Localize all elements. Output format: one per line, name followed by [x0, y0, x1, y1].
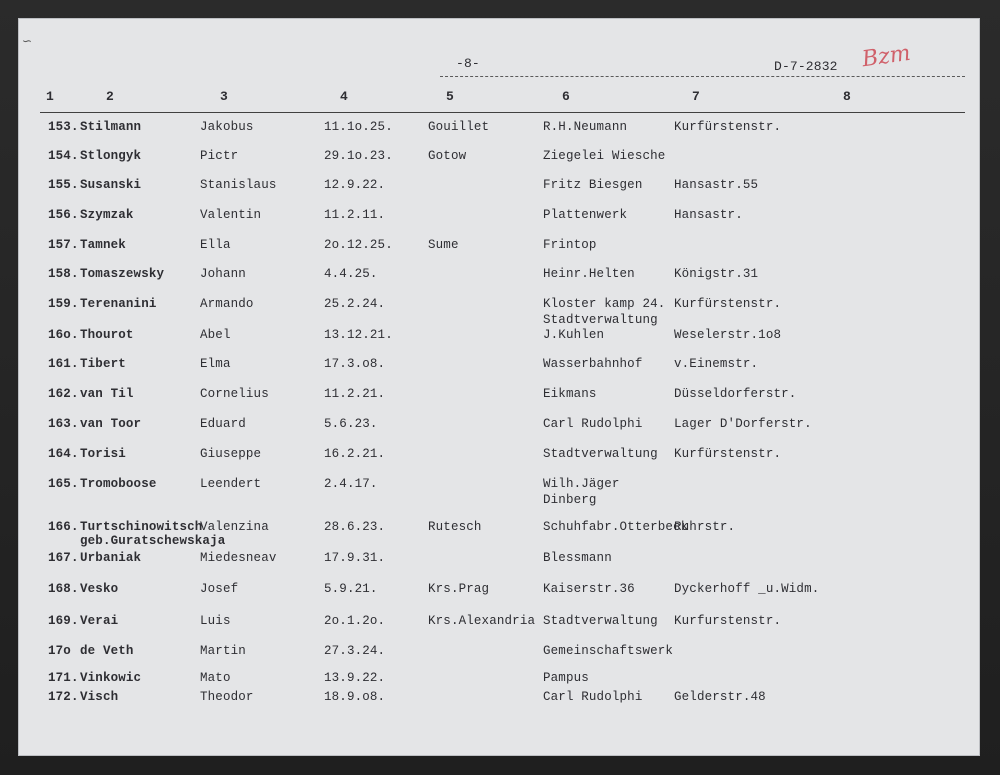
column-number: 7	[692, 89, 700, 104]
employer-cell: Eikmans	[543, 387, 597, 401]
column-number: 4	[340, 89, 348, 104]
row-number: 158.	[48, 267, 79, 281]
forename-cell: Elma	[200, 357, 231, 371]
surname-cell: Thourot	[80, 328, 134, 342]
forename-cell: Giuseppe	[200, 447, 262, 461]
birth-date-cell: 13.12.21.	[324, 328, 393, 342]
forename-cell: Abel	[200, 328, 231, 342]
birth-date-cell: 5.9.21.	[324, 582, 378, 596]
employer-cell: Wilh.Jäger	[543, 477, 620, 491]
forename-cell: Miedesneav	[200, 551, 277, 565]
forename-cell: Leendert	[200, 477, 262, 491]
column-number: 1	[46, 89, 54, 104]
employer-cell: Blessmann	[543, 551, 612, 565]
employer-cell: Heinr.Helten	[543, 267, 635, 281]
row-number: 172.	[48, 690, 79, 704]
employer-cell: Stadtverwaltung	[543, 614, 658, 628]
document-sheet	[18, 18, 980, 756]
address-cell: Kurfürstenstr.	[674, 447, 782, 461]
birth-date-cell: 29.1o.23.	[324, 149, 393, 163]
row-number: 154.	[48, 149, 79, 163]
birthplace-cell: Rutesch	[428, 520, 482, 534]
column-number: 5	[446, 89, 454, 104]
employer-cell: Gemeinschaftswerk	[543, 644, 674, 658]
surname-cell: Tromoboose	[80, 477, 157, 491]
birth-date-cell: 5.6.23.	[324, 417, 378, 431]
forename-cell: Theodor	[200, 690, 254, 704]
birthplace-cell: Gouillet	[428, 120, 490, 134]
address-cell: Hansastr.	[674, 208, 743, 222]
column-number: 6	[562, 89, 570, 104]
employer-cell: J.Kuhlen	[543, 328, 605, 342]
forename-cell: Ella	[200, 238, 231, 252]
employer-extra-cell: Stadtverwaltung	[543, 313, 658, 327]
document-reference: D-7-2832	[774, 59, 838, 74]
birth-date-cell: 2o.1.2o.	[324, 614, 386, 628]
birth-date-cell: 11.2.21.	[324, 387, 386, 401]
employer-cell: Wasserbahnhof	[543, 357, 643, 371]
row-number: 16o.	[48, 328, 79, 342]
header-dash-rule	[440, 76, 965, 77]
birth-date-cell: 11.1o.25.	[324, 120, 393, 134]
surname-cell: Turtschinowitsch	[80, 520, 203, 534]
surname-cell: Visch	[80, 690, 119, 704]
address-cell: Gelderstr.48	[674, 690, 766, 704]
row-number: 162.	[48, 387, 79, 401]
handwritten-signature: Bzm	[860, 40, 913, 73]
surname-cell: Tamnek	[80, 238, 126, 252]
address-cell: Kurfürstenstr.	[674, 297, 782, 311]
birth-date-cell: 17.9.31.	[324, 551, 386, 565]
address-cell: Düsseldorferstr.	[674, 387, 797, 401]
surname-cell: van Toor	[80, 417, 142, 431]
surname-cell: Stlongyk	[80, 149, 142, 163]
employer-cell: Frintop	[543, 238, 597, 252]
employer-cell: Kloster kamp 24.	[543, 297, 666, 311]
employer-cell: R.H.Neumann	[543, 120, 628, 134]
birth-date-cell: 18.9.o8.	[324, 690, 386, 704]
forename-cell: Armando	[200, 297, 254, 311]
birthplace-cell: Krs.Prag	[428, 582, 490, 596]
employer-cell: Plattenwerk	[543, 208, 628, 222]
surname-cell: Stilmann	[80, 120, 142, 134]
birth-date-cell: 2.4.17.	[324, 477, 378, 491]
birth-date-cell: 16.2.21.	[324, 447, 386, 461]
surname-cell: Susanski	[80, 178, 142, 192]
birth-date-cell: 17.3.o8.	[324, 357, 386, 371]
row-number: 171.	[48, 671, 79, 685]
forename-cell: Mato	[200, 671, 231, 685]
employer-cell: Fritz Biesgen	[543, 178, 643, 192]
row-number: 159.	[48, 297, 79, 311]
birth-date-cell: 28.6.23.	[324, 520, 386, 534]
employer-cell: Ziegelei Wiesche	[543, 149, 666, 163]
forename-cell: Pictr	[200, 149, 239, 163]
row-number: 157.	[48, 238, 79, 252]
surname-cell: Tomaszewsky	[80, 267, 165, 281]
row-number: 169.	[48, 614, 79, 628]
birth-date-cell: 12.9.22.	[324, 178, 386, 192]
row-number: 161.	[48, 357, 79, 371]
forename-cell: Josef	[200, 582, 239, 596]
birth-date-cell: 11.2.11.	[324, 208, 386, 222]
forename-cell: Eduard	[200, 417, 246, 431]
birthplace-cell: Sume	[428, 238, 459, 252]
employer-cell: Stadtverwaltung	[543, 447, 658, 461]
row-number: 155.	[48, 178, 79, 192]
birth-date-cell: 2o.12.25.	[324, 238, 393, 252]
surname-cell: Vinkowic	[80, 671, 142, 685]
employer-cell: Carl Rudolphi	[543, 690, 643, 704]
row-number: 156.	[48, 208, 79, 222]
address-cell: Kurfürstenstr.	[674, 120, 782, 134]
forename-cell: Johann	[200, 267, 246, 281]
address-cell: Königstr.31	[674, 267, 759, 281]
surname-cell: de Veth	[80, 644, 134, 658]
birthplace-cell: Gotow	[428, 149, 467, 163]
row-number: 167.	[48, 551, 79, 565]
address-cell: Dyckerhoff _u.Widm.	[674, 582, 820, 596]
forename-cell: Jakobus	[200, 120, 254, 134]
row-number: 168.	[48, 582, 79, 596]
row-number: 17o	[48, 644, 71, 658]
forename-cell: Valenzina	[200, 520, 269, 534]
employer-cell: Carl Rudolphi	[543, 417, 643, 431]
employer-extra-cell: Dinberg	[543, 493, 597, 507]
surname-cell: Terenanini	[80, 297, 157, 311]
page-number: -8-	[456, 56, 480, 71]
surname-cell: Szymzak	[80, 208, 134, 222]
row-number: 165.	[48, 477, 79, 491]
surname-cell: Tibert	[80, 357, 126, 371]
address-cell: Hansastr.55	[674, 178, 759, 192]
row-number: 153.	[48, 120, 79, 134]
forename-cell: Martin	[200, 644, 246, 658]
forename-cell: Stanislaus	[200, 178, 277, 192]
surname-cell: Verai	[80, 614, 119, 628]
surname-cell: van Til	[80, 387, 134, 401]
birth-date-cell: 27.3.24.	[324, 644, 386, 658]
employer-cell: Schuhfabr.Otterbeck	[543, 520, 689, 534]
forename-cell: Valentin	[200, 208, 262, 222]
address-cell: Lager D'Dorferstr.	[674, 417, 812, 431]
column-number: 3	[220, 89, 228, 104]
forename-cell: Cornelius	[200, 387, 269, 401]
column-number: 8	[843, 89, 851, 104]
employer-cell: Pampus	[543, 671, 589, 685]
header-rule	[40, 112, 965, 113]
address-cell: Weselerstr.1o8	[674, 328, 782, 342]
surname-extra-cell: geb.Guratschewskaja	[80, 534, 226, 548]
row-number: 163.	[48, 417, 79, 431]
surname-cell: Urbaniak	[80, 551, 142, 565]
address-cell: Kurfurstenstr.	[674, 614, 782, 628]
address-cell: v.Einemstr.	[674, 357, 759, 371]
birth-date-cell: 4.4.25.	[324, 267, 378, 281]
row-number: 166.	[48, 520, 79, 534]
employer-cell: Kaiserstr.36	[543, 582, 635, 596]
surname-cell: Vesko	[80, 582, 119, 596]
column-number: 2	[106, 89, 114, 104]
forename-cell: Luis	[200, 614, 231, 628]
birth-date-cell: 25.2.24.	[324, 297, 386, 311]
corner-mark: ∽	[22, 34, 33, 48]
birthplace-cell: Krs.Alexandria	[428, 614, 536, 628]
address-cell: Ruhrstr.	[674, 520, 736, 534]
row-number: 164.	[48, 447, 79, 461]
surname-cell: Torisi	[80, 447, 126, 461]
birth-date-cell: 13.9.22.	[324, 671, 386, 685]
